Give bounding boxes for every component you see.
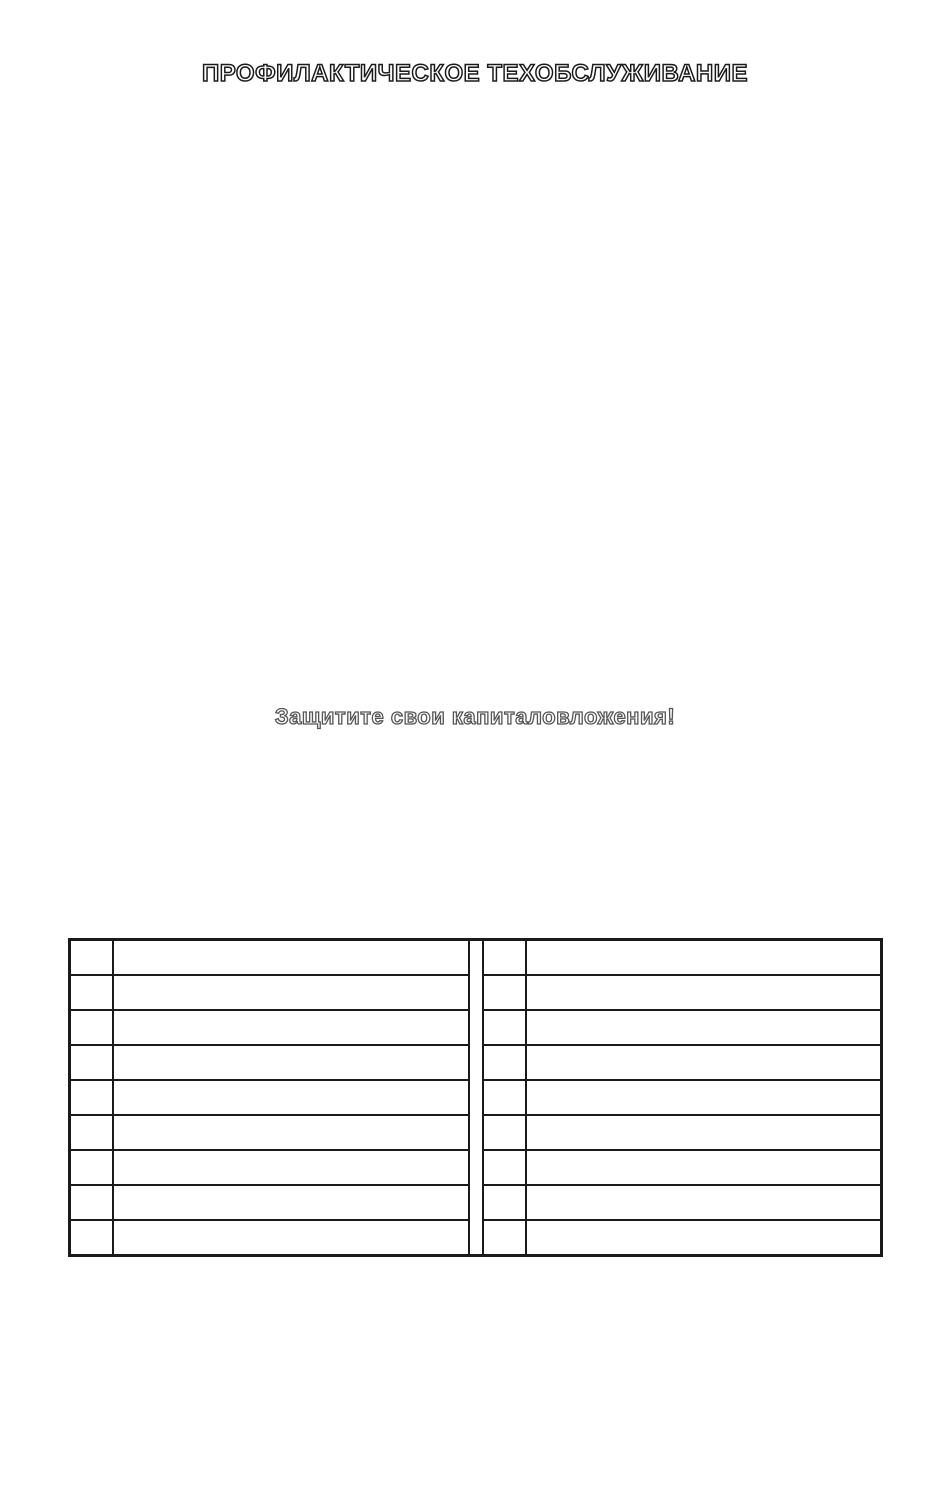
column-divider <box>469 1080 483 1115</box>
left-entry-cell <box>113 1150 469 1185</box>
column-divider <box>469 1220 483 1256</box>
maintenance-log-body <box>70 940 882 1256</box>
right-number-cell <box>483 1150 526 1185</box>
left-entry-cell <box>113 1010 469 1045</box>
column-divider <box>469 1010 483 1045</box>
right-number-cell <box>483 975 526 1010</box>
column-divider <box>469 1150 483 1185</box>
column-divider <box>469 1115 483 1150</box>
left-entry-cell <box>113 940 469 976</box>
right-entry-cell <box>526 1150 882 1185</box>
right-entry-cell <box>526 1045 882 1080</box>
column-divider <box>469 975 483 1010</box>
right-number-cell <box>483 1220 526 1256</box>
left-number-cell <box>70 1045 113 1080</box>
left-entry-cell <box>113 1220 469 1256</box>
column-divider <box>469 940 483 976</box>
left-number-cell <box>70 1115 113 1150</box>
right-number-cell <box>483 1010 526 1045</box>
left-number-cell <box>70 975 113 1010</box>
slogan-text: Защитите свои капиталовложения! <box>274 704 676 729</box>
left-number-cell <box>70 1220 113 1256</box>
left-entry-cell <box>113 975 469 1010</box>
right-entry-cell <box>526 1185 882 1220</box>
column-divider <box>469 1185 483 1220</box>
log-row <box>70 1150 882 1185</box>
left-number-cell <box>70 1150 113 1185</box>
log-row <box>70 1010 882 1045</box>
right-entry-cell <box>526 1080 882 1115</box>
right-entry-cell <box>526 940 882 976</box>
left-entry-cell <box>113 1045 469 1080</box>
right-number-cell <box>483 1185 526 1220</box>
left-number-cell <box>70 1010 113 1045</box>
right-number-cell <box>483 940 526 976</box>
left-number-cell <box>70 1185 113 1220</box>
log-row <box>70 1220 882 1256</box>
log-row <box>70 975 882 1010</box>
right-entry-cell <box>526 1115 882 1150</box>
log-row <box>70 1185 882 1220</box>
left-entry-cell <box>113 1115 469 1150</box>
maintenance-log-table <box>68 938 883 1257</box>
column-divider <box>469 1045 483 1080</box>
log-row <box>70 1115 882 1150</box>
right-number-cell <box>483 1045 526 1080</box>
left-entry-cell <box>113 1185 469 1220</box>
log-row <box>70 1045 882 1080</box>
right-number-cell <box>483 1080 526 1115</box>
right-entry-cell <box>526 975 882 1010</box>
left-entry-cell <box>113 1080 469 1115</box>
log-row <box>70 940 882 976</box>
left-number-cell <box>70 1080 113 1115</box>
left-number-cell <box>70 940 113 976</box>
log-row <box>70 1080 882 1115</box>
right-number-cell <box>483 1115 526 1150</box>
page-title: ПРОФИЛАКТИЧЕСКОЕ ТЕХОБСЛУЖИВАНИЕ <box>201 60 749 87</box>
right-entry-cell <box>526 1220 882 1256</box>
right-entry-cell <box>526 1010 882 1045</box>
